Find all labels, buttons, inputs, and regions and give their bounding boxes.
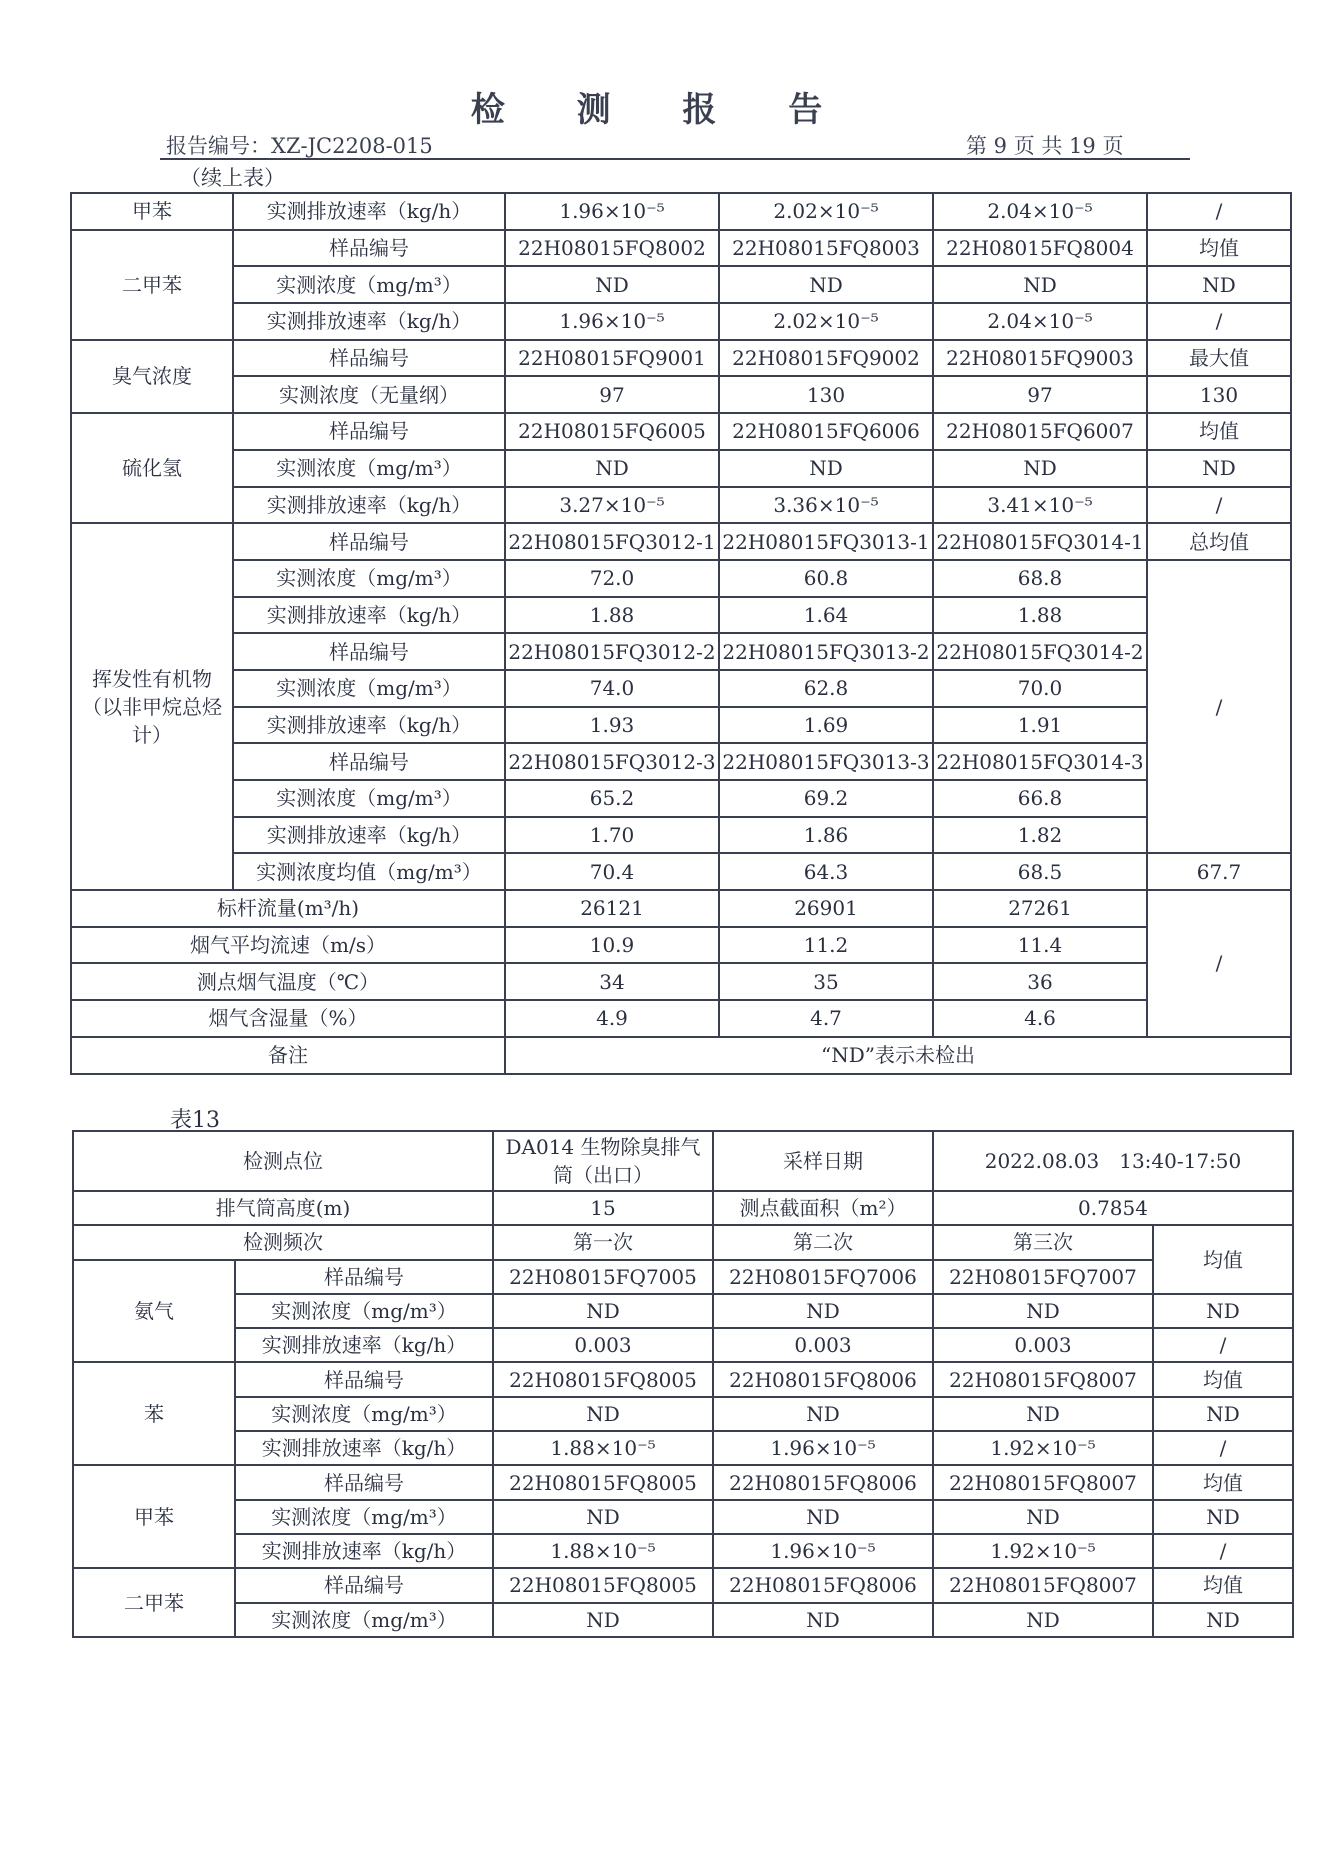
table-cell: 4.6: [933, 1000, 1147, 1037]
table-cell: 15: [493, 1191, 713, 1225]
table-cell: ND: [493, 1603, 713, 1637]
table-cell: /: [1153, 1431, 1293, 1465]
table-cell: 实测排放速率（kg/h）: [235, 1328, 493, 1362]
table-cell: 66.8: [933, 780, 1147, 817]
table-cell: 2.04×10⁻⁵: [933, 303, 1147, 340]
table-cell: 1.96×10⁻⁵: [505, 193, 719, 230]
table-cell: 22H08015FQ8004: [933, 230, 1147, 267]
table-cell: 检测频次: [73, 1225, 493, 1259]
table-cell: 1.88×10⁻⁵: [493, 1534, 713, 1568]
table-cell: ND: [493, 1294, 713, 1328]
table-cell: 实测排放速率（kg/h）: [233, 303, 505, 340]
table-cell: 实测浓度（无量纲）: [233, 376, 505, 413]
table-cell: 实测浓度（mg/m³）: [233, 266, 505, 303]
table-row: [71, 230, 1291, 267]
table-cell: 4.7: [719, 1000, 933, 1037]
table-cell: 测点截面积（m²）: [713, 1191, 933, 1225]
table-cell: 实测浓度（mg/m³）: [235, 1500, 493, 1534]
table-row: [71, 817, 1291, 854]
table-row: [71, 376, 1291, 413]
table-cell: 35: [719, 963, 933, 1000]
table-cell: /: [1147, 193, 1291, 230]
table-cell: 2022.08.03 13:40-17:50: [933, 1131, 1293, 1191]
table-cell: ND: [493, 1500, 713, 1534]
table-cell: 样品编号: [233, 523, 505, 560]
continued-note: （续上表）: [180, 166, 285, 190]
table-row: [73, 1225, 1293, 1259]
table-row: [71, 487, 1291, 524]
table-row: [73, 1397, 1293, 1431]
table-cell: ND: [713, 1294, 933, 1328]
table-row: [71, 303, 1291, 340]
table-cell: 实测浓度（mg/m³）: [235, 1294, 493, 1328]
table-cell: 65.2: [505, 780, 719, 817]
table-cell: 22H08015FQ3012-3: [505, 743, 719, 780]
table-row: [71, 707, 1291, 744]
table-cell: 均值: [1153, 1568, 1293, 1602]
page-indicator: 第 9 页 共 19 页: [966, 134, 1124, 158]
table-cell: 97: [505, 376, 719, 413]
table-cell: 0.7854: [933, 1191, 1293, 1225]
table-row: [73, 1191, 1293, 1225]
table-cell: 样品编号: [235, 1568, 493, 1602]
table-row: [71, 340, 1291, 377]
table-cell: 22H08015FQ8002: [505, 230, 719, 267]
table-row: [73, 1603, 1293, 1637]
table-row: [73, 1362, 1293, 1396]
table-cell: ND: [719, 266, 933, 303]
table-cell: 实测浓度（mg/m³）: [235, 1397, 493, 1431]
table-cell: 二甲苯: [73, 1568, 235, 1637]
table-cell: 烟气平均流速（m/s）: [71, 927, 505, 964]
report-number: 报告编号：XZ-JC2208-015: [166, 134, 433, 158]
table-cell: 4.9: [505, 1000, 719, 1037]
table-cell: 实测排放速率（kg/h）: [233, 597, 505, 634]
table-row: [71, 266, 1291, 303]
table-cell: 72.0: [505, 560, 719, 597]
table-cell: 22H08015FQ8005: [493, 1465, 713, 1499]
table-cell: 97: [933, 376, 1147, 413]
table-cell: ND: [719, 450, 933, 487]
table-cell: 标杆流量(m³/h): [71, 890, 505, 927]
table-cell: 62.8: [719, 670, 933, 707]
table-cell: 实测排放速率（kg/h）: [233, 193, 505, 230]
table-row: [71, 670, 1291, 707]
table-cell: 均值: [1147, 413, 1291, 450]
table-cell: 11.2: [719, 927, 933, 964]
table-row: [71, 1037, 1291, 1074]
table-row: [71, 780, 1291, 817]
table-cell: 实测浓度（mg/m³）: [235, 1603, 493, 1637]
table-cell: 22H08015FQ8005: [493, 1568, 713, 1602]
table-row: [73, 1260, 1293, 1294]
table-cell: 70.0: [933, 670, 1147, 707]
table-row: [71, 560, 1291, 597]
table-cell: 22H08015FQ8006: [713, 1362, 933, 1396]
table-cell: 1.96×10⁻⁵: [713, 1431, 933, 1465]
table-cell: 67.7: [1147, 853, 1291, 890]
table-cell: /: [1147, 560, 1291, 854]
table-cell: 22H08015FQ6005: [505, 413, 719, 450]
table-cell: 3.41×10⁻⁵: [933, 487, 1147, 524]
table-cell: /: [1153, 1328, 1293, 1362]
table-cell: 臭气浓度: [71, 340, 233, 413]
table-cell: 苯: [73, 1362, 235, 1465]
table-cell: 22H08015FQ9002: [719, 340, 933, 377]
table-cell: 样品编号: [235, 1465, 493, 1499]
table-cell: ND: [1153, 1500, 1293, 1534]
table-cell: 22H08015FQ8003: [719, 230, 933, 267]
table-cell: 68.5: [933, 853, 1147, 890]
table-cell: 采样日期: [713, 1131, 933, 1191]
table-cell: 22H08015FQ3013-3: [719, 743, 933, 780]
table-cell: 样品编号: [233, 633, 505, 670]
table-cell: 2.02×10⁻⁵: [719, 303, 933, 340]
table-cell: 22H08015FQ8006: [713, 1465, 933, 1499]
table-cell: 最大值: [1147, 340, 1291, 377]
table-row: [71, 853, 1291, 890]
table-cell: ND: [933, 450, 1147, 487]
table-cell: ND: [933, 1500, 1153, 1534]
table-cell: 68.8: [933, 560, 1147, 597]
table-cell: 均值: [1153, 1362, 1293, 1396]
table-cell: 均值: [1147, 230, 1291, 267]
table-cell: 实测排放速率（kg/h）: [233, 817, 505, 854]
table-cell: 10.9: [505, 927, 719, 964]
table-row: [73, 1328, 1293, 1362]
table-cell: 22H08015FQ7007: [933, 1260, 1153, 1294]
table-cell: 实测浓度（mg/m³）: [233, 780, 505, 817]
table-cell: 22H08015FQ9001: [505, 340, 719, 377]
table-cell: 0.003: [933, 1328, 1153, 1362]
table-cell: 22H08015FQ6007: [933, 413, 1147, 450]
table-cell: ND: [1153, 1397, 1293, 1431]
table-cell: 实测排放速率（kg/h）: [233, 487, 505, 524]
table-cell: 22H08015FQ9003: [933, 340, 1147, 377]
table-row: [71, 413, 1291, 450]
table-cell: 22H08015FQ8007: [933, 1362, 1153, 1396]
table-row: [73, 1500, 1293, 1534]
table-cell: 130: [1147, 376, 1291, 413]
table-row: [71, 890, 1291, 927]
table-row: [73, 1431, 1293, 1465]
table-cell: 二甲苯: [71, 230, 233, 340]
table-row: [73, 1568, 1293, 1602]
table-cell: 36: [933, 963, 1147, 1000]
table-cell: 27261: [933, 890, 1147, 927]
table-cell: ND: [1153, 1294, 1293, 1328]
table-cell: 3.27×10⁻⁵: [505, 487, 719, 524]
table-cell: ND: [505, 266, 719, 303]
table-cell: 1.93: [505, 707, 719, 744]
table-cell: ND: [933, 1397, 1153, 1431]
table-cell: 34: [505, 963, 719, 1000]
table-cell: 3.36×10⁻⁵: [719, 487, 933, 524]
table-cell: 1.96×10⁻⁵: [713, 1534, 933, 1568]
table-cell: 1.96×10⁻⁵: [505, 303, 719, 340]
table-cell: 22H08015FQ8007: [933, 1465, 1153, 1499]
header-rule: [160, 158, 1190, 160]
table-cell: 1.92×10⁻⁵: [933, 1431, 1153, 1465]
table-cell: 69.2: [719, 780, 933, 817]
table-cell: 22H08015FQ7006: [713, 1260, 933, 1294]
table-cell: 22H08015FQ3012-2: [505, 633, 719, 670]
table-cell: 74.0: [505, 670, 719, 707]
table-cell: 1.92×10⁻⁵: [933, 1534, 1153, 1568]
table-cell: 排气筒高度(m): [73, 1191, 493, 1225]
results-table-continued: [70, 192, 1292, 1075]
table-cell: 样品编号: [233, 340, 505, 377]
table-row: [73, 1534, 1293, 1568]
table-cell: 实测排放速率（kg/h）: [235, 1534, 493, 1568]
table-cell: 1.88: [933, 597, 1147, 634]
table-cell: 1.82: [933, 817, 1147, 854]
table-cell: /: [1147, 303, 1291, 340]
table-cell: 样品编号: [233, 743, 505, 780]
table-cell: 第一次: [493, 1225, 713, 1259]
table-row: [71, 523, 1291, 560]
table-cell: 130: [719, 376, 933, 413]
table-cell: 均值: [1153, 1465, 1293, 1499]
table-cell: ND: [933, 1603, 1153, 1637]
table-cell: 1.91: [933, 707, 1147, 744]
table-cell: 22H08015FQ8007: [933, 1568, 1153, 1602]
table-cell: 样品编号: [235, 1362, 493, 1396]
table-cell: 实测浓度（mg/m³）: [233, 560, 505, 597]
table-cell: 测点烟气温度（℃）: [71, 963, 505, 1000]
table-cell: 11.4: [933, 927, 1147, 964]
table-cell: 22H08015FQ3013-1: [719, 523, 933, 560]
table-cell: 样品编号: [233, 230, 505, 267]
table-row: [71, 450, 1291, 487]
table-cell: 总均值: [1147, 523, 1291, 560]
table-row: [71, 193, 1291, 230]
table-cell: 2.02×10⁻⁵: [719, 193, 933, 230]
table-cell: 烟气含湿量（%）: [71, 1000, 505, 1037]
table-cell: 氨气: [73, 1260, 235, 1363]
table-row: [71, 963, 1291, 1000]
table-cell: ND: [505, 450, 719, 487]
table-cell: 实测排放速率（kg/h）: [233, 707, 505, 744]
table-cell: 22H08015FQ3014-2: [933, 633, 1147, 670]
table-cell: 第三次: [933, 1225, 1153, 1259]
table-cell: 1.88: [505, 597, 719, 634]
table-cell: 1.69: [719, 707, 933, 744]
table-cell: 实测排放速率（kg/h）: [235, 1431, 493, 1465]
table-row: [71, 597, 1291, 634]
table-cell: 1.70: [505, 817, 719, 854]
table-cell: 22H08015FQ6006: [719, 413, 933, 450]
table-cell: 22H08015FQ8005: [493, 1362, 713, 1396]
table-cell: /: [1153, 1534, 1293, 1568]
table-cell: 第二次: [713, 1225, 933, 1259]
table-cell: 26121: [505, 890, 719, 927]
table-cell: 22H08015FQ8006: [713, 1568, 933, 1602]
table-row: [73, 1465, 1293, 1499]
table-cell: 均值: [1153, 1225, 1293, 1294]
table-cell: ND: [713, 1603, 933, 1637]
table-cell: 22H08015FQ7005: [493, 1260, 713, 1294]
table-cell: 22H08015FQ3014-1: [933, 523, 1147, 560]
table-row: [71, 1000, 1291, 1037]
table-cell: DA014 生物除臭排气筒（出口）: [493, 1131, 713, 1191]
table-cell: 2.04×10⁻⁵: [933, 193, 1147, 230]
table-cell: 实测浓度均值（mg/m³）: [233, 853, 505, 890]
table-cell: ND: [933, 266, 1147, 303]
table-cell: 22H08015FQ3014-3: [933, 743, 1147, 780]
table-row: [71, 633, 1291, 670]
table-cell: 实测浓度（mg/m³）: [233, 450, 505, 487]
report-title: 检 测 报 告: [470, 90, 853, 130]
table-cell: 硫化氢: [71, 413, 233, 523]
table-cell: 实测浓度（mg/m³）: [233, 670, 505, 707]
table-cell: 0.003: [493, 1328, 713, 1362]
table-row: [71, 927, 1291, 964]
table-cell: /: [1147, 890, 1291, 1037]
table-cell: 60.8: [719, 560, 933, 597]
table-cell: 22H08015FQ3013-2: [719, 633, 933, 670]
table-cell: 26901: [719, 890, 933, 927]
table-cell: ND: [713, 1500, 933, 1534]
table-cell: 样品编号: [233, 413, 505, 450]
table-cell: ND: [1147, 450, 1291, 487]
table-cell: 检测点位: [73, 1131, 493, 1191]
table-cell: 备注: [71, 1037, 505, 1074]
table-label: 表13: [170, 1108, 220, 1133]
table-cell: “ND”表示未检出: [505, 1037, 1291, 1074]
table-cell: ND: [493, 1397, 713, 1431]
table-row: [71, 743, 1291, 780]
table-row: [73, 1294, 1293, 1328]
table-cell: 挥发性有机物（以非甲烷总烃计）: [71, 523, 233, 890]
table-cell: 样品编号: [235, 1260, 493, 1294]
table-cell: 1.88×10⁻⁵: [493, 1431, 713, 1465]
table-cell: ND: [1153, 1603, 1293, 1637]
table-cell: 甲苯: [73, 1465, 235, 1568]
table-cell: 64.3: [719, 853, 933, 890]
table-cell: /: [1147, 487, 1291, 524]
table-cell: 甲苯: [71, 193, 233, 230]
table-cell: 1.64: [719, 597, 933, 634]
table-cell: 70.4: [505, 853, 719, 890]
results-table-13: [72, 1130, 1294, 1638]
table-cell: ND: [933, 1294, 1153, 1328]
table-cell: 1.86: [719, 817, 933, 854]
table-cell: 22H08015FQ3012-1: [505, 523, 719, 560]
table-row: [73, 1131, 1293, 1191]
table-cell: ND: [1147, 266, 1291, 303]
table-cell: ND: [713, 1397, 933, 1431]
table-cell: 0.003: [713, 1328, 933, 1362]
